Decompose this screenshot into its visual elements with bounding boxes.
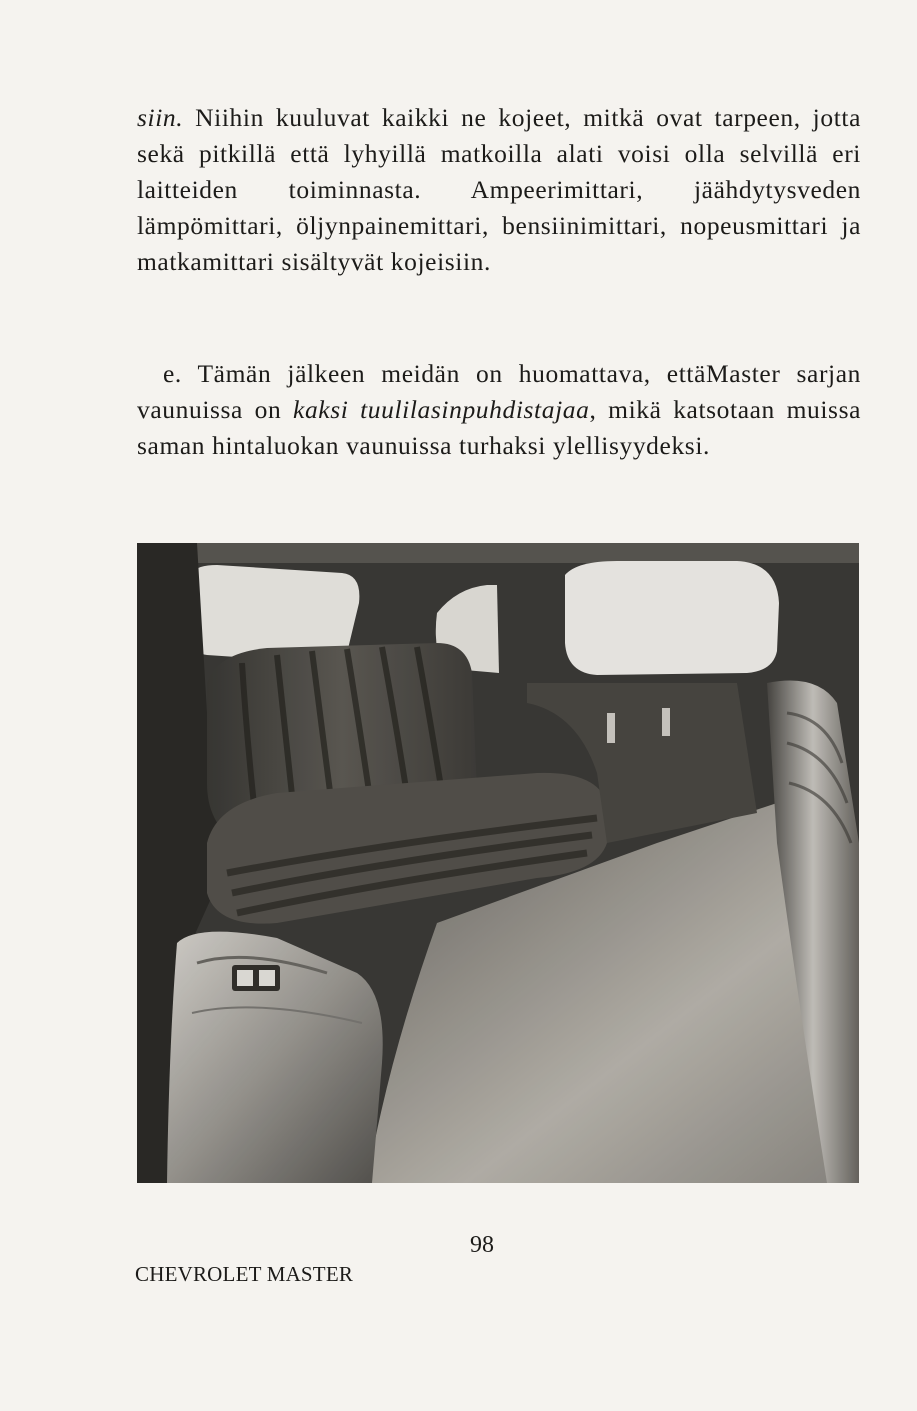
paragraph-wipers bbox=[137, 356, 861, 464]
paragraph-lead-italic: siin. bbox=[137, 103, 184, 132]
car-interior-photo bbox=[137, 543, 859, 1183]
page-number: 98 bbox=[470, 1232, 494, 1258]
paragraph-text: Niihin kuuluvat kaikki ne kojeet, mitkä ovat tarpeen, jotta sekä pitkillä että lyhyillä matkoilla alati voisi olla selvillä eri laitteiden toiminnasta. Ampeerimittari, jäähdytysveden lämpömittari, öljynpainemittari, bensiinimittari, nopeusmittari ja matkamittari sisältyvät kojeisiin. bbox=[137, 103, 861, 276]
footer-title: CHEVROLET MASTER bbox=[135, 1262, 354, 1286]
paragraph-text-after: , mikä katsotaan muissa saman hintaluokan vaunuissa turhaksi ylellisyydeksi. bbox=[137, 395, 862, 460]
paragraph-instruments bbox=[137, 100, 861, 280]
paragraph-text-before: e. Tämän jälkeen meidän on huomattava, ettäMaster sarjan vaunuissa on bbox=[137, 359, 861, 424]
paragraph-italic-phrase: kaksi tuulilasinpuhdistajaa bbox=[293, 395, 590, 424]
